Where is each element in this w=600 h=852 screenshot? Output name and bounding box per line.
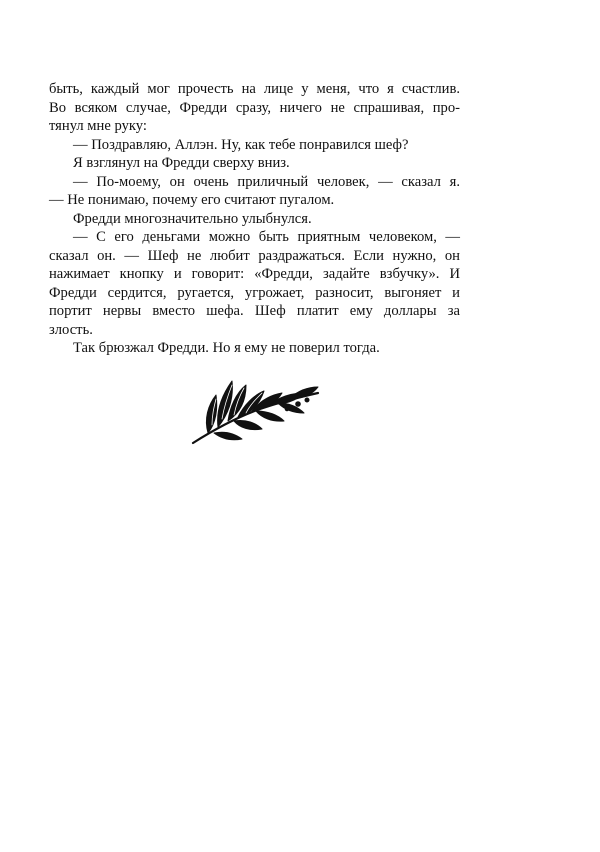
text-line: — По-моему, он очень приличный человек, — сказал я. — [73, 173, 460, 190]
text-line: быть, каждый мог прочесть на лице у меня, что я счастлив. — [49, 81, 460, 97]
text-line: нажимает кнопку и говорит: «Фредди, задайте взбучку». И — [49, 266, 460, 282]
text-line: сказал он. — Шеф не любит раздражаться. Если нужно, он — [49, 247, 460, 264]
text-line: — Поздравляю, Аллэн. Ну, как тебе понравился шеф? — [73, 136, 409, 153]
text-line: Фредди сердится, ругается, угрожает, разносит, выгоняет и — [49, 284, 460, 301]
text-line: — Не понимаю, почему его считают пугалом. — [49, 192, 335, 208]
text-line: — С его деньгами можно быть приятным человеком, — — [73, 229, 460, 245]
text-line: Я взглянул на Фредди сверху вниз. — [73, 155, 290, 171]
document-body — [49, 80, 460, 358]
text-line: Во всяком случае, Фредди сразу, ничего не спрашивая, про- — [49, 99, 460, 116]
text-line: Фредди многозначительно улыбнулся. — [73, 210, 312, 227]
text-line: тянул мне руку: — [49, 118, 147, 134]
text-line: злость. — [49, 321, 93, 338]
text-line: Так брюзжал Фредди. Но я ему не поверил тогда. — [73, 340, 380, 356]
laurel-branch-icon — [190, 373, 322, 447]
text-line: портит нервы вместо шефа. Шеф платит ему доллары за — [49, 303, 460, 319]
